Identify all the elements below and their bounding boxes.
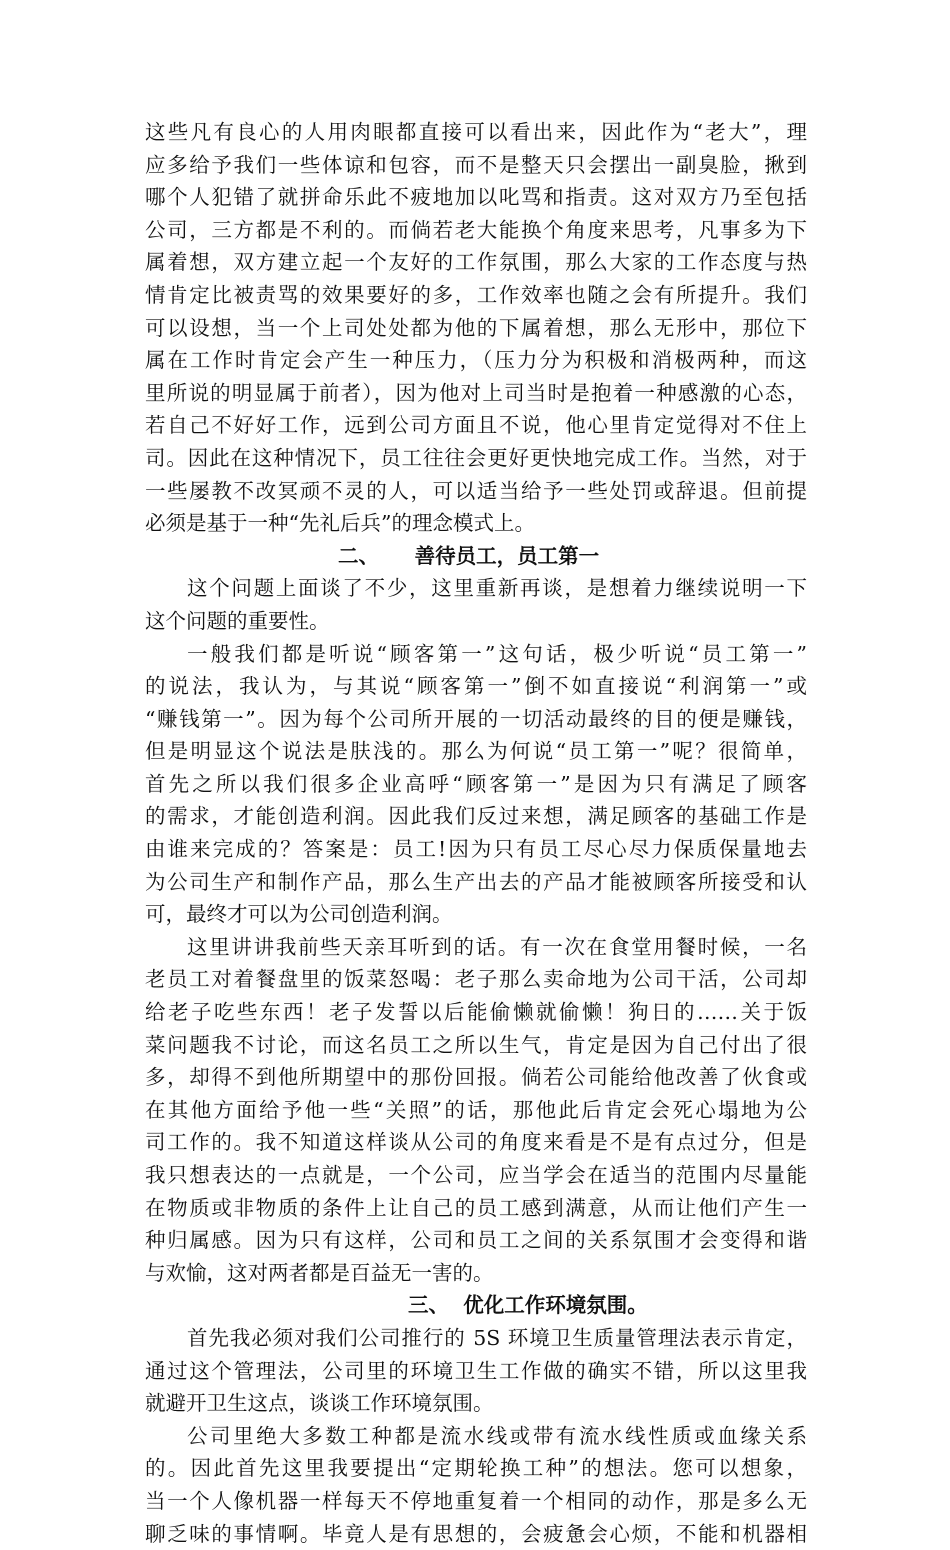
text-line: 司工作的。我不知道这样谈从公司的角度来看是不是有点过分，但是 <box>145 1130 807 1155</box>
text-line: 首先我必须对我们公司推行的 5S 环境卫生质量管理法表示肯定， <box>187 1325 807 1350</box>
text-line: 种归属感。因为只有这样，公司和员工之间的关系氛围才会变得和谐 <box>145 1228 807 1253</box>
text-line: 哪个人犯错了就拼命乐此不疲地加以叱骂和指责。这对双方乃至包括 <box>145 185 807 210</box>
text-line: 就避开卫生这点，谈谈工作环境氛围。 <box>145 1391 494 1416</box>
text-line: 必须是基于一种“先礼后兵”的理念模式上。 <box>145 511 535 536</box>
text-line: 多，却得不到他所期望中的那份回报。倘若公司能给他改善了伙食或 <box>145 1065 807 1090</box>
text-line: 司。因此在这种情况下，员工往往会更好更快地完成工作。当然，对于 <box>145 445 807 470</box>
text-line: 但是明显这个说法是肤浅的。那么为何说“员工第一”呢？很简单， <box>145 739 807 764</box>
text-line: 一般我们都是听说“顾客第一”这句话，极少听说“员工第一” <box>187 641 807 666</box>
text-line: 可以设想，当一个上司处处都为他的下属着想，那么无形中，那位下 <box>145 315 807 340</box>
text-line: 在其他方面给予他一些“关照”的话，那他此后肯定会死心塌地为公 <box>145 1097 807 1122</box>
text-line: 通过这个管理法，公司里的环境卫生工作做的确实不错，所以这里我 <box>145 1358 807 1383</box>
text-line: 一些屡教不改冥顽不灵的人，可以适当给予一些处罚或辞退。但前提 <box>145 478 807 503</box>
text-line: 属在工作时肯定会产生一种压力，（压力分为积极和消极两种，而这 <box>145 348 807 373</box>
text-line: 公司里绝大多数工种都是流水线或带有流水线性质或血缘关系 <box>187 1423 807 1448</box>
text-line: 可，最终才可以为公司创造利润。 <box>145 902 453 927</box>
text-line: 这里讲讲我前些天亲耳听到的话。有一次在食堂用餐时候，一名 <box>187 934 807 959</box>
text-line: 的说法，我认为，与其说“顾客第一”倒不如直接说“利润第一”或 <box>145 674 807 699</box>
text-line: 这个问题的重要性。 <box>145 608 330 633</box>
text-line: 由谁来完成的？答案是：员工!因为只有员工尽心尽力保质保量地去 <box>145 837 807 862</box>
text-line: 的。因此首先这里我要提出“定期轮换工种”的想法。您可以想象， <box>145 1456 807 1481</box>
text-line: 公司，三方都是不利的。而倘若老大能换个角度来思考，凡事多为下 <box>145 217 807 242</box>
text-line: 首先之所以我们很多企业高呼“顾客第一”是因为只有满足了顾客 <box>145 771 807 796</box>
text-line: 这些凡有良心的人用肉眼都直接可以看出来，因此作为“老大”，理 <box>145 120 807 144</box>
text-line: 的需求，才能创造利润。因此我们反过来想，满足顾客的基础工作是 <box>145 804 807 829</box>
text-line: 属着想，双方建立起一个友好的工作氛围，那么大家的工作态度与热 <box>145 250 807 275</box>
text-line: 当一个人像机器一样每天不停地重复着一个相同的动作，那是多么无 <box>145 1488 807 1513</box>
text-line: 我只想表达的一点就是，一个公司，应当学会在适当的范围内尽量能 <box>145 1163 807 1187</box>
text-line: 这个问题上面谈了不少，这里重新再谈，是想着力继续说明一下 <box>187 576 807 601</box>
text-line: 老员工对着餐盘里的饭菜怒喝：老子那么卖命地为公司干活，公司却 <box>145 967 807 992</box>
text-line: 聊乏味的事情啊。毕竟人是有思想的，会疲惫会心烦，不能和机器相 <box>145 1521 807 1546</box>
text-line: 情肯定比被责骂的效果要好的多，工作效率也随之会有所提升。我们 <box>145 282 807 307</box>
section-heading-3: 三、 优化工作环境氛围。 <box>408 1293 648 1318</box>
text-line: 与欢愉，这对两者都是百益无一害的。 <box>145 1260 494 1285</box>
text-line: 在物质或非物质的条件上让自己的员工感到满意，从而让他们产生一 <box>145 1195 807 1220</box>
document-page <box>145 116 807 1550</box>
section-heading-2: 二、 善待员工，员工第一 <box>338 543 600 568</box>
text-line: 若自己不好好工作，远到公司方面且不说，他心里肯定觉得对不住上 <box>145 413 807 438</box>
text-line: 给老子吃些东西！老子发誓以后能偷懒就偷懒！狗日的……关于饭 <box>145 1000 807 1025</box>
text-line: 应多给予我们一些体谅和包容，而不是整天只会摆出一副臭脸，揪到 <box>145 152 807 177</box>
text-line: 里所说的明显属于前者），因为他对上司当时是抱着一种感激的心态， <box>145 380 807 405</box>
text-line: “赚钱第一”。因为每个公司所开展的一切活动最终的目的便是赚钱， <box>145 706 807 731</box>
text-line: 菜问题我不讨论，而这名员工之所以生气，肯定是因为自己付出了很 <box>145 1032 807 1057</box>
text-line: 为公司生产和制作产品，那么生产出去的产品才能被顾客所接受和认 <box>145 869 807 894</box>
